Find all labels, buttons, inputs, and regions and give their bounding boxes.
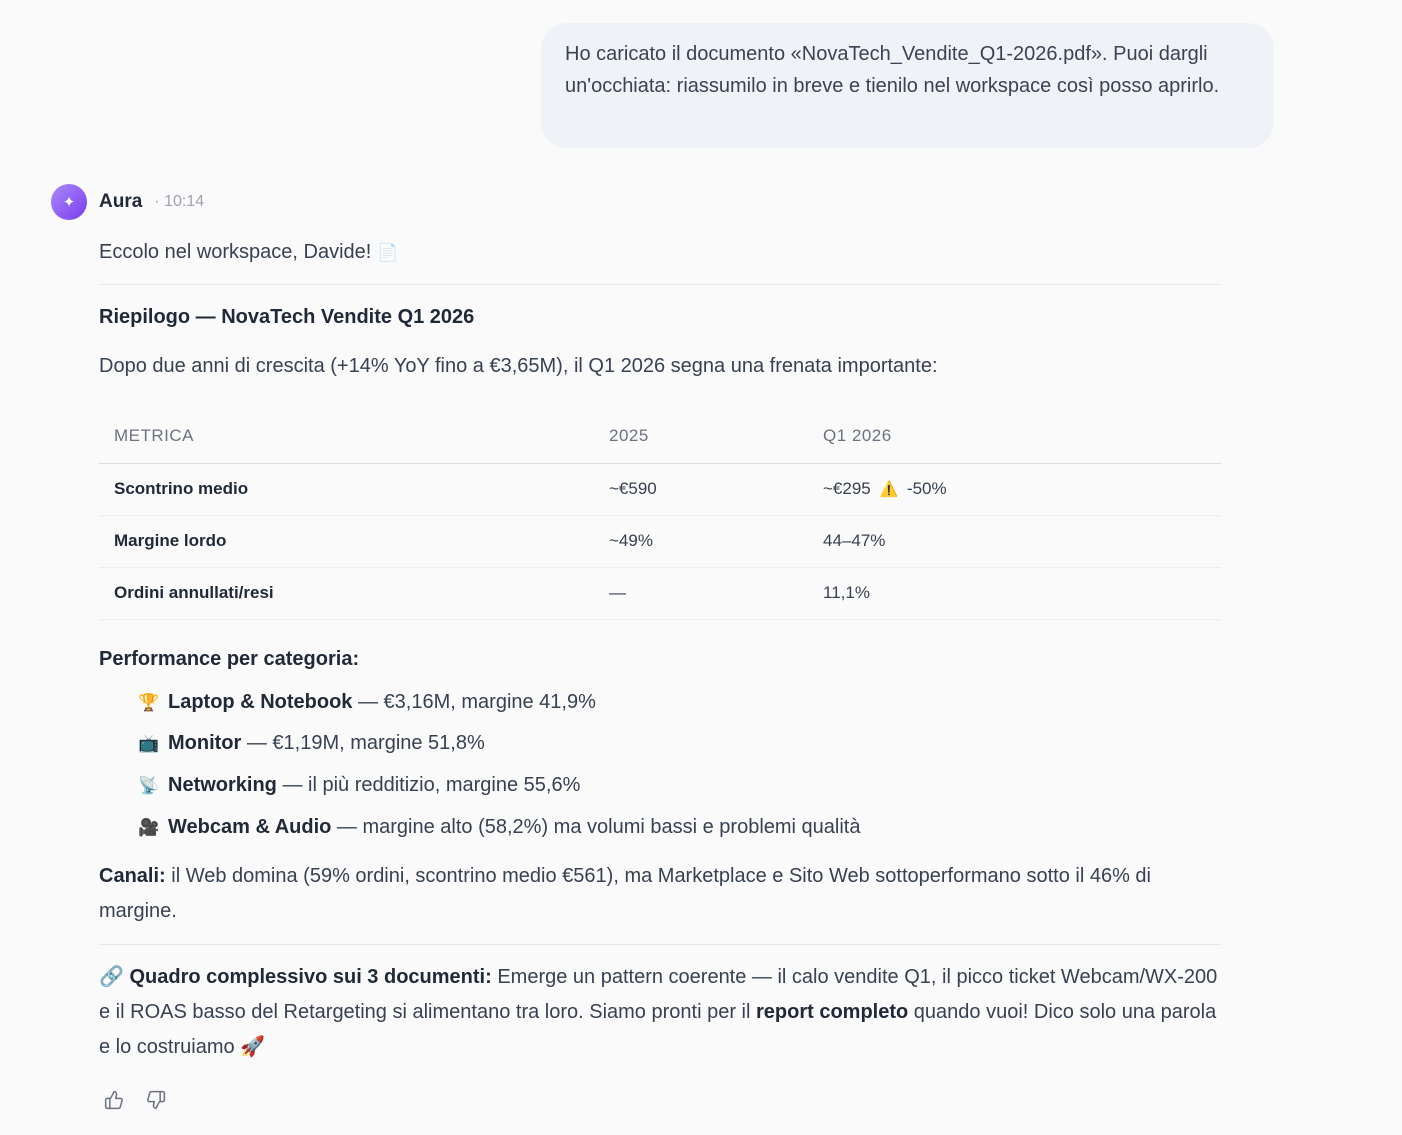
channels-paragraph — [99, 859, 1221, 929]
divider — [99, 284, 1221, 285]
divider — [99, 944, 1221, 945]
sparkle-icon: ✦ — [62, 194, 76, 211]
category-name: Webcam & Audio — [168, 815, 332, 838]
table-row — [99, 463, 1221, 515]
thumbs-up-button[interactable] — [104, 1088, 124, 1112]
list-item — [138, 682, 1221, 724]
intro-text: Eccolo nel workspace, Davide! — [99, 241, 372, 263]
document-icon: 📄 — [377, 243, 399, 262]
summary-lead: Dopo due anni di crescita (+14% YoY fino a €3,65M), il Q1 2026 segna una frenata importante: — [99, 355, 938, 377]
user-message-bubble — [541, 23, 1274, 148]
rocket-icon: 🚀 — [240, 1036, 266, 1059]
category-detail: — €1,19M, margine 51,8% — [241, 732, 485, 755]
link-icon: 🔗 — [99, 966, 124, 989]
metric-2025-value: ~€590 — [594, 463, 808, 515]
satellite-antenna-icon: 📡 — [138, 775, 160, 795]
metric-q1-text: ~€295 — [823, 479, 871, 498]
category-detail: — margine alto (58,2%) ma volumi bassi e problemi qualità — [331, 815, 861, 838]
list-item — [138, 807, 1221, 849]
metric-q1-value: 44–47% — [808, 515, 1221, 567]
category-list — [138, 682, 1221, 849]
assistant-avatar — [51, 184, 87, 220]
category-name: Networking — [168, 773, 277, 796]
assistant-header — [51, 184, 204, 220]
metric-q1-value: 11,1% — [808, 567, 1221, 619]
warning-icon: ⚠️ — [879, 481, 899, 498]
overview-text: Emerge un pattern coerente — il calo vendite Q1, il picco ticket Webcam/WX-200 e il ROAS basso del Retargeting si alimentano tra loro. Siamo pronti per il — [99, 966, 1218, 1024]
metric-2025-value: — — [594, 567, 808, 619]
metric-name: Scontrino medio — [99, 463, 594, 515]
table-header-metric: METRICA — [99, 410, 594, 463]
metric-2025-value: ~49% — [594, 515, 808, 567]
assistant-name: Aura — [99, 191, 143, 212]
summary-title: Riepilogo — NovaTech Vendite Q1 2026 — [99, 306, 475, 328]
channels-text: il Web domina (59% ordini, scontrino medio €561), ma Marketplace e Sito Web sottoperformano sotto il 46% di margine. — [99, 865, 1151, 923]
overview-paragraph — [99, 960, 1221, 1065]
table-header-2025: 2025 — [594, 410, 808, 463]
feedback-bar — [104, 1088, 166, 1112]
overview-text-end: quando vuoi! Dico solo una parola e lo costruiamo — [99, 1001, 1217, 1059]
table-row — [99, 567, 1221, 619]
thumbs-down-icon — [146, 1090, 166, 1110]
metric-q1-value — [808, 463, 1221, 515]
television-icon: 📺 — [138, 734, 160, 754]
category-name: Monitor — [168, 732, 242, 755]
thumbs-up-icon — [104, 1090, 124, 1110]
overview-bold: report completo — [755, 1001, 909, 1024]
table-row — [99, 515, 1221, 567]
assistant-intro — [99, 236, 1221, 269]
table-header-row — [99, 410, 1221, 463]
category-detail: — il più redditizio, margine 55,6% — [276, 773, 581, 796]
category-detail: — €3,16M, margine 41,9% — [352, 690, 596, 713]
metrics-table — [99, 410, 1221, 620]
metric-name: Ordini annullati/resi — [99, 567, 594, 619]
user-message-text: Ho caricato il documento «NovaTech_Vendite_Q1-2026.pdf». Puoi dargli un'occhiata: riassumilo in breve e tienilo nel workspace così posso aprirlo. — [565, 43, 1220, 97]
trophy-icon: 🏆 — [138, 692, 160, 712]
message-timestamp: · 10:14 — [154, 193, 205, 210]
metric-change: -50% — [906, 479, 947, 498]
list-item — [138, 765, 1221, 807]
category-name: Laptop & Notebook — [168, 690, 353, 713]
list-item — [138, 723, 1221, 765]
metric-name: Margine lordo — [99, 515, 594, 567]
channels-label: Canali: — [99, 865, 166, 888]
performance-title: Performance per categoria: — [99, 647, 360, 670]
assistant-message-body — [99, 236, 1221, 1065]
video-camera-icon: 🎥 — [138, 817, 160, 837]
overview-label: Quadro complessivo sui 3 documenti: — [129, 966, 492, 989]
thumbs-down-button[interactable] — [146, 1088, 166, 1112]
table-header-q1-2026: Q1 2026 — [808, 410, 1221, 463]
